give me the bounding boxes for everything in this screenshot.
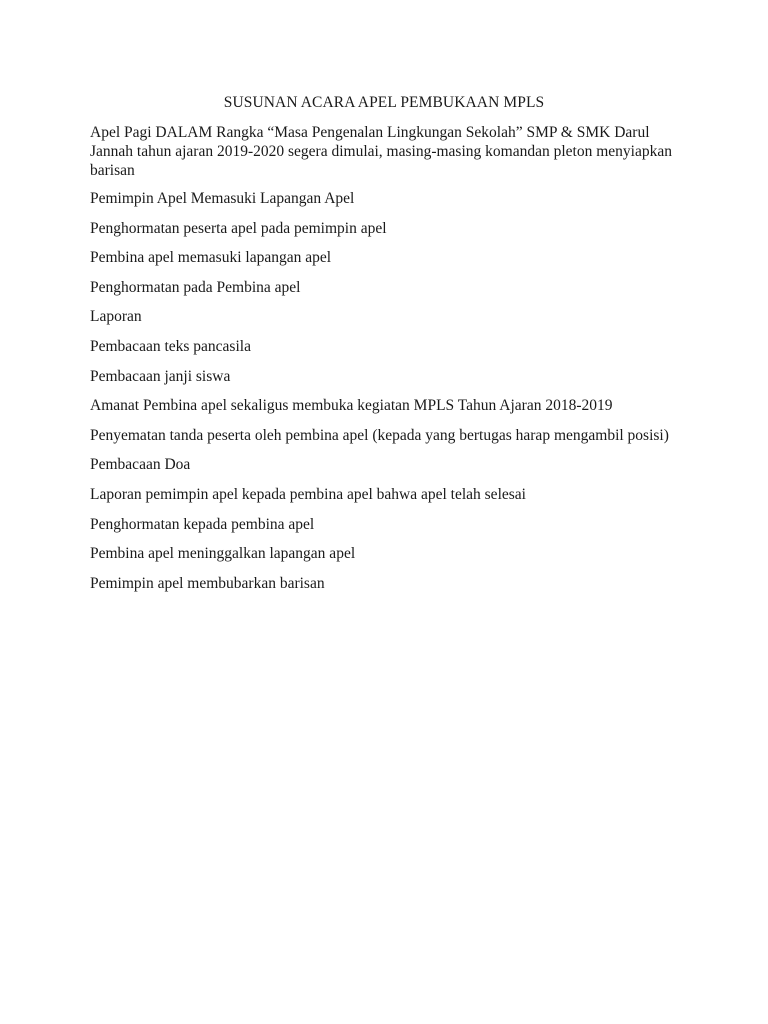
agenda-item-9: Penyematan tanda peserta oleh pembina apel (kepada yang bertugas harap mengambil posisi) (90, 426, 669, 444)
agenda-item-12: Penghormatan kepada pembina apel (90, 515, 315, 533)
agenda-item-7: Pembacaan janji siswa (90, 367, 231, 385)
agenda-item-11: Laporan pemimpin apel kepada pembina apel bahwa apel telah selesai (90, 485, 526, 503)
agenda-item-2: Penghormatan peserta apel pada pemimpin apel (90, 219, 387, 237)
agenda-item-5: Laporan (90, 308, 142, 326)
agenda-item-14: Pemimpin apel membubarkan barisan (90, 574, 325, 592)
agenda-list (90, 189, 730, 603)
agenda-item-10: Pembacaan Doa (90, 456, 191, 474)
intro-paragraph: Apel Pagi DALAM Rangka “Masa Pengenalan Lingkungan Sekolah” SMP & SMK Darul Jannah tahun ajaran 2019-2020 segera dimulai, masing-masing komandan pleton menyiapkan barisan (90, 124, 672, 179)
agenda-item-6: Pembacaan teks pancasila (90, 337, 251, 355)
agenda-item-13: Pembina apel meninggalkan lapangan apel (90, 545, 356, 563)
agenda-item-4: Penghormatan pada Pembina apel (90, 278, 301, 296)
agenda-item-1: Pemimpin Apel Memasuki Lapangan Apel (90, 190, 355, 207)
agenda-item-3: Pembina apel memasuki lapangan apel (90, 249, 332, 267)
agenda-item-8: Amanat Pembina apel sekaligus membuka kegiatan MPLS Tahun Ajaran 2018-2019 (90, 397, 613, 415)
document-title: SUSUNAN ACARA APEL PEMBUKAAN MPLS (223, 94, 545, 111)
